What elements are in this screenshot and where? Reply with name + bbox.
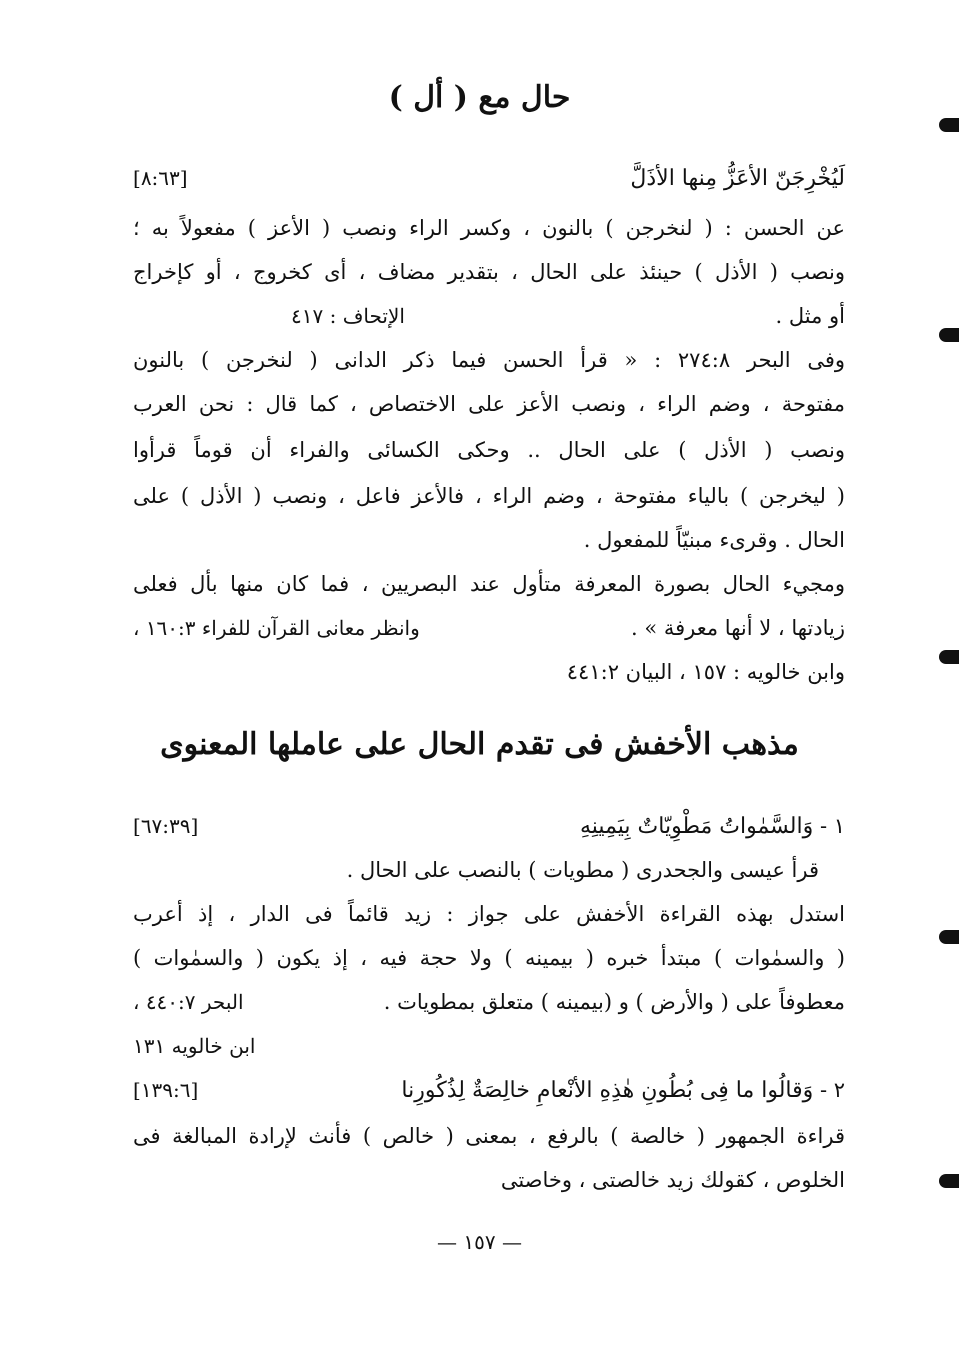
text-line: مفتوحة ، وضم الراء ، ونصب الأعز على الاختصاص ، كما قال : نحن العرب bbox=[133, 392, 845, 416]
source-citation: الإتحاف : ٤١٧ bbox=[291, 304, 405, 328]
text-line: الخلوص ، كقولك زيد خالصتى ، وخاصتى bbox=[500, 1168, 845, 1192]
text-line: الحال . وقرىء مبنيّاً للمفعول . bbox=[583, 528, 845, 552]
text-line bbox=[133, 296, 845, 336]
binding-mark bbox=[939, 650, 959, 664]
verse-line bbox=[133, 158, 845, 198]
text-line: قراءة الجمهور ( خالصة ) بالرفع ، بمعنى ( خالص ) فأنث لإرادة المبالغة فى bbox=[133, 1124, 845, 1148]
binding-mark bbox=[939, 328, 959, 342]
item-number: ١ - bbox=[819, 814, 845, 838]
text-line: استدل بهذه القراءة الأخفش على جواز : زيد قائماً فى الدار ، إذ أعرب bbox=[133, 902, 845, 926]
binding-mark bbox=[939, 118, 959, 132]
quran-verse: لَيُخْرِجَنّ الأعَزُّ مِنها الأذَلَّ bbox=[630, 166, 845, 191]
text-line: ونصب ( الأذل ) حينئذ على الحال ، بتقدير مضاف ، أى كخروج ، أو كإخراج bbox=[133, 260, 845, 284]
quran-verse: وَقالُوا ما فِى بُطُونِ هٰذِهِ الأنْعامِ خالِصَةٌ لِذُكُورِنا bbox=[401, 1078, 814, 1103]
page-number: — ١٥٧ — bbox=[437, 1230, 522, 1254]
item-number: ٢ - bbox=[819, 1078, 845, 1102]
source-citation: وانظر معانى القرآن للفراء ١٦٠:٣ ، bbox=[133, 616, 420, 640]
section-title: مذهب الأخفش فى تقدم الحال على عاملها المعنوى bbox=[160, 727, 799, 762]
verse-reference: [٦٧:٣٩] bbox=[133, 814, 199, 838]
source-citation: البحر ٤٤٠:٧ ، bbox=[133, 990, 244, 1014]
verse-line bbox=[133, 806, 845, 846]
text-line: عن الحسن : ( لنخرجن ) بالنون ، وكسر الراء ونصب ( الأعز ) مفعولاً به ؛ bbox=[133, 216, 845, 240]
text-fragment: أو مثل . bbox=[775, 304, 845, 328]
text-line: وفى البحر ٢٧٤:٨ : « قرأ الحسن فيما ذكر الدانى ( لنخرجن ) بالنون bbox=[133, 348, 846, 372]
verse-reference: [٨:٦٣] bbox=[133, 166, 188, 190]
text-line: ( والسمٰوات ) مبتدأ خبره ( بيمينه ) ولا حجة فيه ، إذ يكون ( والسمٰوات ) bbox=[133, 946, 845, 970]
binding-mark bbox=[939, 930, 959, 944]
text-line bbox=[133, 982, 845, 1022]
text-line: ونصب ( الأذل ) على الحال .. وحكى الكسائى والفراء أن قوماً قرأوا bbox=[133, 438, 845, 462]
text-line: ( ليخرجن ) بالياء مفتوحة ، وضم الراء ، فالأعز فاعل ، ونصب ( الأذل ) على bbox=[133, 484, 845, 508]
text-line bbox=[133, 608, 845, 648]
verse-reference: [١٣٩:٦] bbox=[133, 1078, 199, 1102]
quran-verse: وَالسَّمٰواتُ مَطْوِيّاتٌ بِيَمِينِهِ bbox=[580, 814, 814, 839]
text-fragment: زيادتها ، لا أنها معرفة » . bbox=[630, 616, 845, 640]
text-line bbox=[133, 1026, 845, 1066]
text-line: قرأ عيسى والجحدرى ( مطويات ) بالنصب على الحال . bbox=[346, 858, 819, 882]
text-line: ومجيء الحال بصورة المعرفة متأول عند البصريين ، فما كان منها بأل فعلى bbox=[133, 572, 845, 596]
source-citation: ابن خالويه ١٣١ bbox=[133, 1034, 256, 1058]
binding-mark bbox=[939, 1174, 959, 1188]
text-line: وابن خالويه : ١٥٧ ، البيان ٤٤١:٢ bbox=[566, 660, 845, 684]
page-title: حال مع ( أل ) bbox=[388, 80, 571, 115]
verse-line bbox=[133, 1070, 845, 1110]
text-fragment: معطوفاً على ( والأرض ) و (بيمينه ) متعلق بمطويات . bbox=[383, 990, 845, 1014]
